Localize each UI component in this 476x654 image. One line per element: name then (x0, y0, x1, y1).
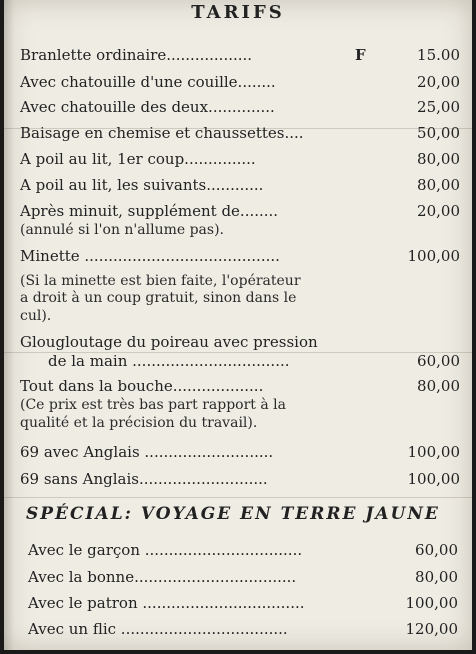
tariff-note: a droit à un coup gratuit, sinon dans le (20, 290, 297, 306)
tariff-note: (Si la minette est bien faite, l'opérateur (20, 273, 301, 289)
tariff-price: 100,00 (407, 247, 460, 265)
special-price: 100,00 (405, 594, 458, 612)
special-price: 60,00 (415, 541, 458, 559)
tariff-label: Avec chatouille d'une couille........ (20, 73, 276, 91)
tariff-label: A poil au lit, les suivants............ (20, 176, 264, 194)
tariff-note: (annulé si l'on n'allume pas). (20, 222, 225, 238)
special-label: Avec un flic ................................... (28, 620, 288, 638)
left-edge-shadow (4, 0, 14, 650)
tariff-sheet (4, 0, 472, 650)
tariff-price: 80,00 (417, 377, 460, 395)
tariff-label: 69 sans Anglais........................... (20, 470, 268, 488)
tariff-note: (Ce prix est très bas part rapport à la (20, 397, 286, 413)
tariff-note: cul). (20, 308, 52, 324)
special-label: Avec le patron .................................. (28, 594, 305, 612)
fold-line (4, 497, 472, 498)
tariff-label: Minette ......................................... (20, 247, 280, 265)
tariff-price: 80,00 (417, 150, 460, 168)
tariff-label: Branlette ordinaire.................. (20, 46, 253, 64)
special-heading: SPÉCIAL: VOYAGE EN TERRE JAUNE (26, 504, 440, 524)
tariff-price: 100,00 (407, 443, 460, 461)
tariff-price: 25,00 (417, 98, 460, 116)
currency-unit: F (355, 46, 366, 64)
tariff-price: 100,00 (407, 470, 460, 488)
page-title: TARIFS (191, 2, 285, 23)
tariff-price: 20,00 (417, 202, 460, 220)
special-label: Avec le garçon ................................. (28, 541, 303, 559)
tariff-price: 20,00 (417, 73, 460, 91)
tariff-label: Après minuit, supplément de........ (20, 202, 279, 220)
tariff-price: 50,00 (417, 124, 460, 142)
tariff-price: 80,00 (417, 176, 460, 194)
tariff-label: Glougloutage du poireau avec pression (20, 333, 318, 351)
tariff-label: Avec chatouille des deux.............. (20, 98, 275, 116)
special-label: Avec la bonne.................................. (28, 568, 297, 586)
special-price: 80,00 (415, 568, 458, 586)
tariff-label: de la main ................................. (48, 352, 290, 370)
tariff-label: Tout dans la bouche................... (20, 377, 264, 395)
tariff-price: 60,00 (417, 352, 460, 370)
tariff-price: 15.00 (417, 46, 460, 64)
tariff-label: 69 avec Anglais ........................... (20, 443, 274, 461)
special-price: 120,00 (405, 620, 458, 638)
tariff-note: qualité et la précision du travail). (20, 415, 258, 431)
tariff-label: Baisage en chemise et chaussettes.... (20, 124, 304, 142)
tariff-label: A poil au lit, 1er coup............... (20, 150, 256, 168)
